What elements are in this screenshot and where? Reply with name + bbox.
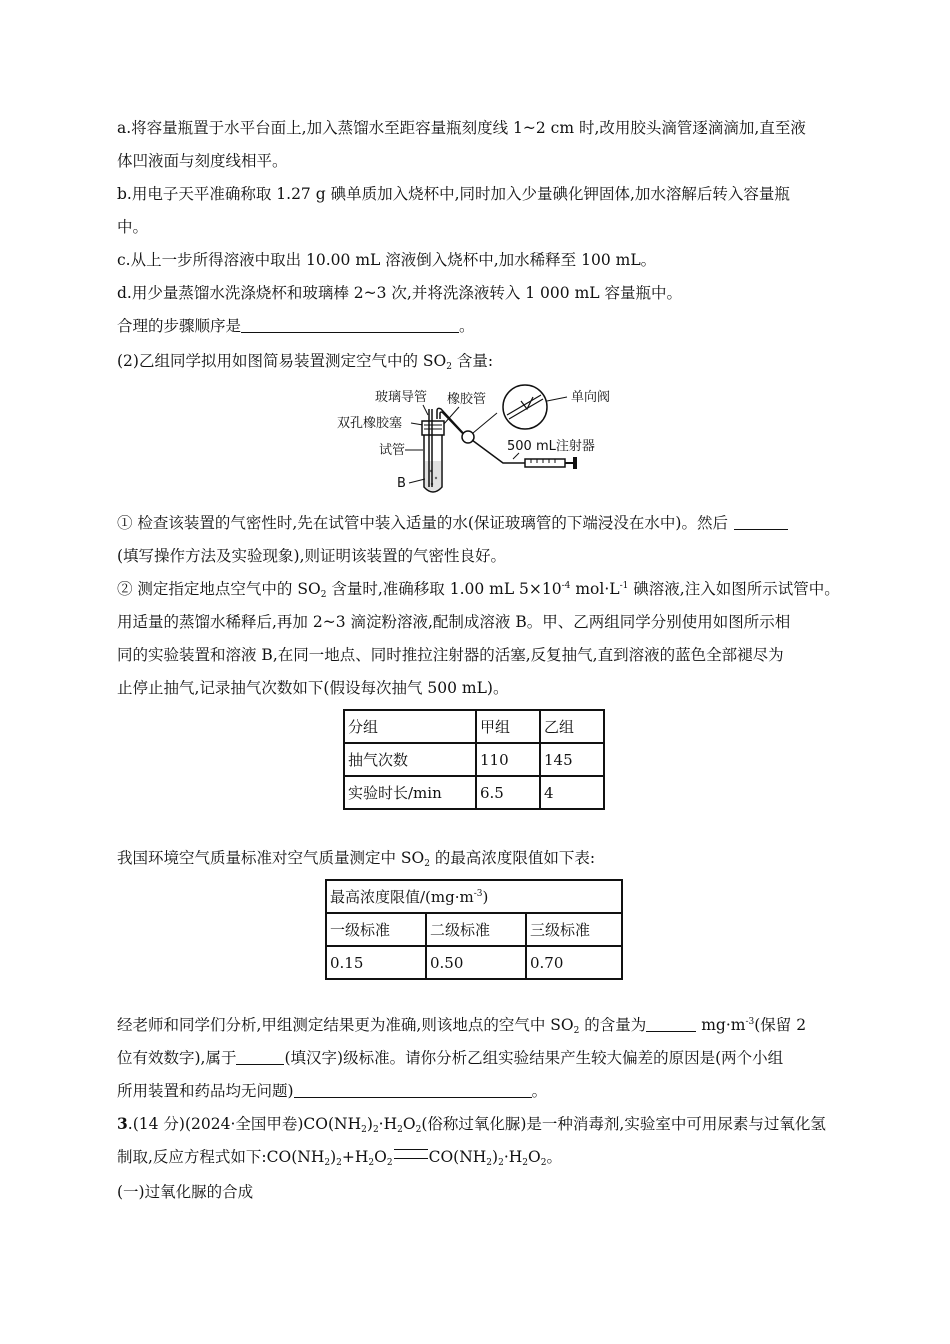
table-row: [344, 776, 604, 809]
q1-line2: (填写操作方法及实验现象),则证明该装置的气密性良好。: [117, 547, 507, 565]
q3-l2-s5: 2: [486, 1158, 493, 1168]
q2-line3: 同的实验装置和溶液 B,在同一地点、同时推拉注射器的活塞,反复抽气,直到溶液的蓝色全部褪尽为: [117, 646, 784, 664]
q2-l1-mid2: mol·L: [570, 580, 620, 598]
table-cell: 110: [476, 743, 540, 776]
step-a-line1: a.将容量瓶置于水平台面上,加入蒸馏水至距容量瓶刻度线 1~2 cm 时,改用胶头滴管逐滴滴加,直至液: [117, 119, 806, 137]
table-cell: 0.70: [526, 946, 622, 979]
q3-l2-s4: 2: [386, 1158, 393, 1168]
q3-section-title: (一)过氧化脲的合成: [117, 1183, 254, 1201]
order-question: [117, 315, 475, 337]
table-header-cell: 三级标准: [526, 913, 622, 946]
q2-l1-sub: 2: [320, 590, 327, 600]
q1-line1: [117, 512, 788, 534]
q2-line1: [117, 578, 840, 600]
q3-l1-c: ·H: [378, 1115, 398, 1133]
table-row: [326, 946, 622, 979]
q2-l1-sup2: -1: [619, 581, 629, 591]
table-title-cell: [326, 880, 622, 913]
q2-line4: 止停止抽气,记录抽气次数如下(假设每次抽气 500 mL)。: [117, 679, 509, 697]
q3-l1-d: O: [402, 1115, 416, 1133]
analysis-line2: [117, 1047, 783, 1069]
step-d: d.用少量蒸馏水洗涤烧杯和玻璃棒 2~3 次,并将洗涤液转入 1 000 mL 容量瓶中。: [117, 284, 682, 302]
standard-intro: [117, 847, 595, 869]
analysis-l1-unit: mg·m: [696, 1016, 746, 1034]
analysis-l2-post: (填汉字)级标准。请你分析乙组实验结果产生较大偏差的原因是(两个小组: [284, 1049, 784, 1067]
q3-l2-b: ): [330, 1148, 337, 1166]
q2-l1-post: 碘溶液,注入如图所示试管中。: [628, 580, 840, 598]
q3-l2-g: ·H: [503, 1148, 523, 1166]
table2-title-pre: 最高浓度限值/(mg·m: [330, 888, 474, 906]
step-c: c.从上一步所得溶液中取出 10.00 mL 溶液倒入烧杯中,加水稀释至 100 mL。: [117, 251, 657, 269]
table-header-cell: 一级标准: [326, 913, 426, 946]
analysis-l3-post: 。: [531, 1082, 548, 1100]
q2-l1-pre: ② 测定指定地点空气中的 SO: [117, 580, 321, 598]
q3-line2: [117, 1146, 562, 1168]
q3-l2-s3: 2: [368, 1158, 375, 1168]
analysis-line1: [117, 1014, 806, 1036]
step-b-line2: 中。: [117, 218, 149, 236]
table-row: [344, 710, 604, 743]
table2-title-post: ): [482, 888, 489, 906]
standard-intro-post: 的最高浓度限值如下表:: [430, 849, 596, 867]
concentration-limit-table: [325, 879, 623, 980]
q3-l2-h: O: [528, 1148, 541, 1166]
analysis-l1-post: (保留 2: [754, 1016, 807, 1034]
answer-blank-standard-level[interactable]: [236, 1050, 284, 1065]
q3-l2-d: O: [374, 1148, 387, 1166]
table-cell: 0.50: [426, 946, 526, 979]
q3-l1-a: .(14 分)(2024·全国甲卷)CO(NH: [127, 1115, 362, 1133]
q2-line2: 用适量的蒸馏水稀释后,再加 2~3 滴淀粉溶液,配制成溶液 B。甲、乙两组同学分别使用如图所示相: [117, 613, 791, 631]
apparatus-diagram: [335, 383, 625, 499]
part2-intro-post: 含量:: [451, 352, 494, 370]
answer-blank-order[interactable]: [241, 318, 459, 333]
q3-l2-s1: 2: [324, 1158, 331, 1168]
step-a-line2: 体凹液面与刻度线相平。: [117, 152, 288, 170]
q3-l1-s1: 2: [361, 1125, 367, 1135]
q3-line1: [117, 1113, 826, 1135]
label-rubber-tube: 橡胶管: [447, 392, 487, 407]
table-header-cell: 二级标准: [426, 913, 526, 946]
analysis-l1-sup: -3: [745, 1017, 755, 1027]
answer-blank-deviation-reason[interactable]: [294, 1083, 532, 1098]
part2-intro-pre: (2)乙组同学拟用如图简易装置测定空气中的 SO: [117, 352, 447, 370]
label-test-tube: 试管: [379, 443, 406, 458]
q3-number: 3: [117, 1114, 128, 1133]
table-cell: 实验时长/min: [344, 776, 476, 809]
table-row: [344, 743, 604, 776]
step-b-line1: b.用电子天平准确称取 1.27 g 碘单质加入烧杯中,同时加入少量碘化钾固体,加水溶解后转入容量瓶: [117, 185, 790, 203]
table-cell: 6.5: [476, 776, 540, 809]
q2-l1-sup1: -4: [561, 581, 571, 591]
part2-intro: [117, 350, 493, 372]
q3-l2-a: 制取,反应方程式如下:CO(NH: [117, 1148, 325, 1166]
q3-l2-e: CO(NH: [428, 1148, 487, 1166]
q3-l2-i: 。: [546, 1148, 562, 1166]
label-check-valve: 单向阀: [571, 390, 611, 405]
sampling-table: [343, 709, 605, 810]
table-row: [326, 913, 622, 946]
q3-l2-s8: 2: [540, 1158, 547, 1168]
q3-l1-e: (俗称过氧化脲)是一种消毒剂,实验室中可用尿素与过氧化氢: [421, 1115, 826, 1133]
label-stopper: 双孔橡胶塞: [337, 416, 403, 431]
table-row: [326, 880, 622, 913]
q3-l2-s6: 2: [498, 1158, 504, 1168]
analysis-l1-pre: 经老师和同学们分析,甲组测定结果更为准确,则该地点的空气中 SO: [117, 1016, 574, 1034]
q3-l1-b: ): [366, 1115, 373, 1133]
table-cell: 0.15: [326, 946, 426, 979]
equals-sign: [394, 1149, 428, 1159]
table2-title-sup: -3: [473, 889, 483, 899]
analysis-l3-pre: 所用装置和药品均无问题): [117, 1082, 294, 1100]
q3-l2-c: +H: [341, 1148, 369, 1166]
q3-l1-s2: 2: [372, 1125, 379, 1135]
valve-junction: [462, 431, 474, 443]
stopper-shape: [422, 421, 444, 435]
standard-intro-pre: 我国环境空气质量标准对空气质量测定中 SO: [117, 849, 425, 867]
label-b: B: [397, 476, 406, 491]
q3-l2-s7: 2: [522, 1158, 528, 1168]
label-syringe: 500 mL注射器: [507, 439, 595, 454]
analysis-line3: [117, 1080, 547, 1102]
table-cell: 抽气次数: [344, 743, 476, 776]
analysis-l1-sub: 2: [573, 1026, 580, 1036]
part2-intro-sub: 2: [446, 362, 452, 372]
label-glass-tube: 玻璃导管: [375, 390, 428, 405]
order-end: 。: [459, 317, 475, 335]
answer-blank-so2-content[interactable]: [646, 1017, 696, 1032]
q3-l1-s3: 2: [397, 1125, 403, 1135]
q3-l2-s2: 2: [336, 1158, 342, 1168]
table-cell: 4: [540, 776, 604, 809]
standard-intro-sub: 2: [424, 859, 430, 869]
q1-text1: ① 检查该装置的气密性时,先在试管中装入适量的水(保证玻璃管的下端浸没在水中)。然后: [117, 514, 728, 532]
table-header-cell: 甲组: [476, 710, 540, 743]
order-prompt: 合理的步骤顺序是: [117, 317, 242, 335]
analysis-l1-mid: 的含量为: [579, 1016, 647, 1034]
q3-l2-f: ): [492, 1148, 499, 1166]
table-cell: 145: [540, 743, 604, 776]
q3-l1-s4: 2: [415, 1125, 422, 1135]
analysis-l2-pre: 位有效数字),属于: [117, 1049, 237, 1067]
table-header-cell: 乙组: [540, 710, 604, 743]
q2-l1-mid: 含量时,准确移取 1.00 mL 5×10: [326, 580, 562, 598]
answer-blank-airtightness[interactable]: [734, 515, 788, 530]
table-header-cell: 分组: [344, 710, 476, 743]
